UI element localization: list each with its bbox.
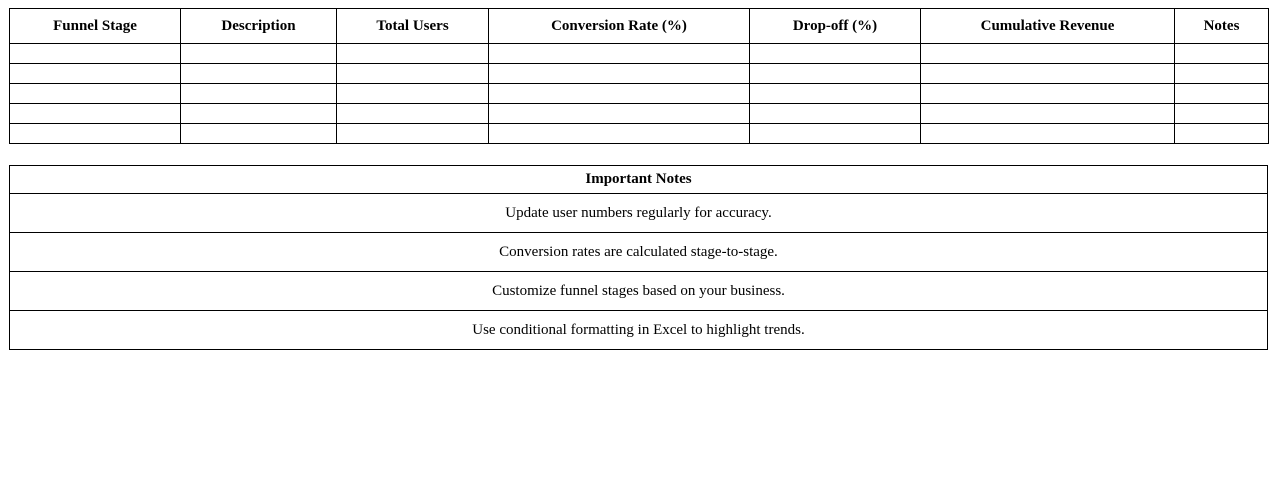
cell-notes[interactable] bbox=[1175, 84, 1269, 104]
cell-total-users[interactable] bbox=[337, 44, 489, 64]
cell-funnel-stage[interactable] bbox=[10, 124, 181, 144]
note-text: Customize funnel stages based on your business. bbox=[10, 272, 1268, 311]
note-text: Use conditional formatting in Excel to highlight trends. bbox=[10, 311, 1268, 350]
notes-header-row bbox=[10, 166, 1268, 194]
cell-notes[interactable] bbox=[1175, 104, 1269, 124]
cell-description[interactable] bbox=[181, 104, 337, 124]
cell-conversion-rate[interactable] bbox=[489, 104, 750, 124]
cell-funnel-stage[interactable] bbox=[10, 64, 181, 84]
cell-funnel-stage[interactable] bbox=[10, 84, 181, 104]
note-text: Conversion rates are calculated stage-to-stage. bbox=[10, 233, 1268, 272]
list-item bbox=[10, 233, 1268, 272]
cell-total-users[interactable] bbox=[337, 64, 489, 84]
cell-drop-off[interactable] bbox=[750, 44, 921, 64]
cell-total-users[interactable] bbox=[337, 84, 489, 104]
cell-description[interactable] bbox=[181, 124, 337, 144]
table-row bbox=[10, 64, 1269, 84]
list-item bbox=[10, 311, 1268, 350]
cell-description[interactable] bbox=[181, 44, 337, 64]
list-item bbox=[10, 194, 1268, 233]
cell-notes[interactable] bbox=[1175, 44, 1269, 64]
table-row bbox=[10, 84, 1269, 104]
table-row bbox=[10, 124, 1269, 144]
cell-description[interactable] bbox=[181, 84, 337, 104]
cell-cumulative-revenue[interactable] bbox=[921, 44, 1175, 64]
cell-cumulative-revenue[interactable] bbox=[921, 84, 1175, 104]
cell-drop-off[interactable] bbox=[750, 64, 921, 84]
notes-table-title: Important Notes bbox=[10, 166, 1268, 194]
important-notes-table bbox=[9, 165, 1268, 350]
cell-drop-off[interactable] bbox=[750, 104, 921, 124]
cell-conversion-rate[interactable] bbox=[489, 44, 750, 64]
cell-conversion-rate[interactable] bbox=[489, 84, 750, 104]
cell-conversion-rate[interactable] bbox=[489, 64, 750, 84]
cell-notes[interactable] bbox=[1175, 64, 1269, 84]
column-header-drop-off: Drop-off (%) bbox=[750, 9, 921, 44]
table-gap-divider bbox=[9, 144, 1269, 165]
cell-cumulative-revenue[interactable] bbox=[921, 124, 1175, 144]
cell-drop-off[interactable] bbox=[750, 84, 921, 104]
cell-cumulative-revenue[interactable] bbox=[921, 104, 1175, 124]
note-text: Update user numbers regularly for accuracy. bbox=[10, 194, 1268, 233]
cell-funnel-stage[interactable] bbox=[10, 104, 181, 124]
cell-notes[interactable] bbox=[1175, 124, 1269, 144]
column-header-description: Description bbox=[181, 9, 337, 44]
column-header-notes: Notes bbox=[1175, 9, 1269, 44]
funnel-table-header-row bbox=[10, 9, 1269, 44]
table-row bbox=[10, 104, 1269, 124]
cell-description[interactable] bbox=[181, 64, 337, 84]
column-header-funnel-stage: Funnel Stage bbox=[10, 9, 181, 44]
table-row bbox=[10, 44, 1269, 64]
list-item bbox=[10, 272, 1268, 311]
cell-total-users[interactable] bbox=[337, 104, 489, 124]
cell-cumulative-revenue[interactable] bbox=[921, 64, 1175, 84]
cell-drop-off[interactable] bbox=[750, 124, 921, 144]
column-header-total-users: Total Users bbox=[337, 9, 489, 44]
funnel-table bbox=[9, 8, 1269, 144]
cell-total-users[interactable] bbox=[337, 124, 489, 144]
cell-conversion-rate[interactable] bbox=[489, 124, 750, 144]
column-header-cumulative-revenue: Cumulative Revenue bbox=[921, 9, 1175, 44]
cell-funnel-stage[interactable] bbox=[10, 44, 181, 64]
column-header-conversion-rate: Conversion Rate (%) bbox=[489, 9, 750, 44]
